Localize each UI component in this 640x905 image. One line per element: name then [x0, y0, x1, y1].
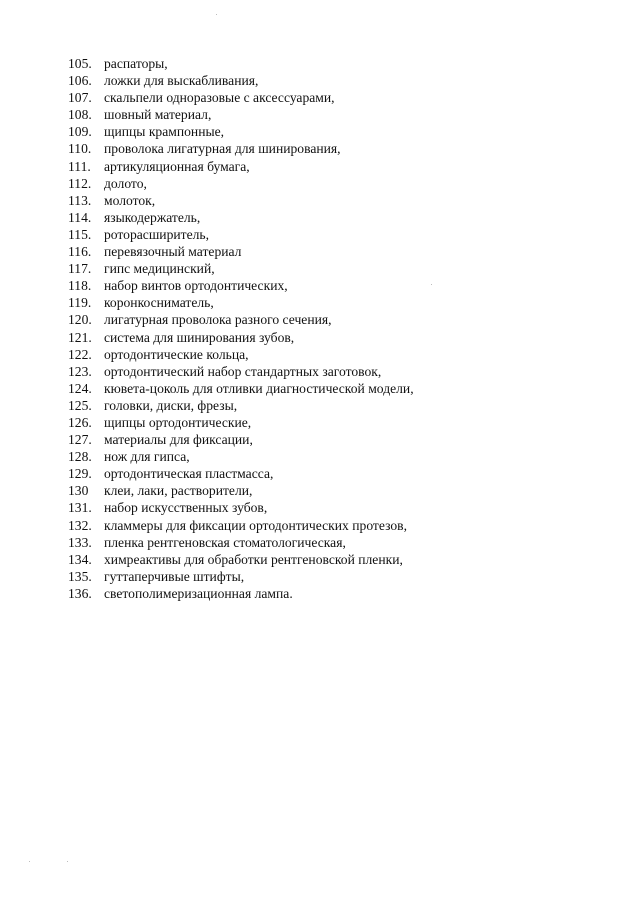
item-number: 129. [68, 466, 92, 482]
list-item [68, 448, 414, 465]
item-number: 106. [68, 73, 92, 89]
list-item [68, 209, 414, 226]
item-number: 112. [68, 175, 92, 191]
item-text: щипцы крампонные, [104, 124, 225, 140]
item-text: гуттаперчивые штифты, [104, 568, 245, 584]
list-item [68, 72, 414, 89]
item-number: 107. [68, 90, 92, 106]
item-number: 125. [68, 397, 92, 413]
item-text: ортодонтический набор стандартных заготовок, [104, 363, 382, 379]
item-number: 120. [68, 312, 92, 328]
item-number: 135. [68, 568, 92, 584]
item-text: головки, диски, фрезы, [104, 397, 238, 413]
item-text: распаторы, [104, 56, 168, 71]
item-number: 123. [68, 363, 92, 379]
list-item [68, 363, 414, 380]
list-item [68, 517, 414, 534]
list-item [68, 106, 414, 123]
scan-speck [67, 861, 68, 862]
list-item [68, 55, 414, 72]
item-text: клеи, лаки, растворители, [104, 483, 253, 499]
list-item [68, 499, 414, 516]
list-item [68, 175, 414, 192]
list-item [68, 311, 414, 328]
item-text: ортодонтические кольца, [104, 346, 249, 362]
list-item [68, 551, 414, 568]
item-number: 136. [68, 585, 92, 601]
item-text: система для шинирования зубов, [104, 329, 295, 345]
list-item [68, 568, 414, 585]
item-text: ортодонтическая пластмасса, [104, 466, 274, 482]
item-number: 132. [68, 517, 92, 533]
list-item [68, 226, 414, 243]
list-item [68, 192, 414, 209]
item-number: 111. [68, 158, 91, 174]
item-text: кювета-цоколь для отливки диагностической модели, [104, 380, 414, 396]
item-text: набор искусственных зубов, [104, 500, 268, 516]
item-number: 133. [68, 534, 92, 550]
item-text: шовный материал, [104, 107, 212, 123]
item-text: химреактивы для обработки рентгеновской пленки, [104, 551, 403, 567]
item-text: роторасширитель, [104, 226, 210, 242]
item-text: нож для гипса, [104, 449, 190, 465]
item-text: гипс медицинский, [104, 261, 215, 277]
item-number: 117. [68, 261, 92, 277]
list-item [68, 346, 414, 363]
list-item [68, 243, 414, 260]
item-text: молоток, [104, 192, 156, 208]
item-number: 115. [68, 226, 92, 242]
item-text: проволока лигатурная для шинирования, [104, 141, 341, 157]
item-text: долото, [104, 175, 147, 191]
scan-speck [29, 861, 30, 862]
item-text: светополимеризационная лампа. [104, 585, 293, 601]
item-text: кламмеры для фиксации ортодонтических протезов, [104, 517, 407, 533]
equipment-list [68, 55, 414, 602]
list-item [68, 123, 414, 140]
item-number: 118. [68, 278, 92, 294]
item-number: 119. [68, 295, 92, 311]
item-text: материалы для фиксации, [104, 432, 253, 448]
item-number: 113. [68, 192, 92, 208]
list-item [68, 482, 414, 499]
item-text: щипцы ортодонтические, [104, 414, 252, 430]
list-item [68, 431, 414, 448]
item-text: пленка рентгеновская стоматологическая, [104, 534, 346, 550]
list-item [68, 158, 414, 175]
item-number: 130 [68, 483, 89, 499]
list-item [68, 465, 414, 482]
list-item [68, 260, 414, 277]
list-item [68, 380, 414, 397]
scan-speck [431, 284, 432, 285]
item-number: 122. [68, 346, 92, 362]
item-text: набор винтов ортодонтических, [104, 278, 288, 294]
list-item [68, 277, 414, 294]
item-number: 134. [68, 551, 92, 567]
item-number: 109. [68, 124, 92, 140]
list-item [68, 89, 414, 106]
list-item [68, 397, 414, 414]
item-text: ложки для выскабливания, [104, 73, 259, 89]
list-item [68, 329, 414, 346]
item-number: 105. [68, 56, 92, 71]
item-number: 124. [68, 380, 92, 396]
item-text: лигатурная проволока разного сечения, [104, 312, 332, 328]
scan-speck [216, 14, 217, 15]
list-item [68, 414, 414, 431]
item-text: коронкосниматель, [104, 295, 214, 311]
item-number: 116. [68, 244, 92, 260]
item-number: 128. [68, 449, 92, 465]
item-number: 108. [68, 107, 92, 123]
list-item [68, 140, 414, 157]
item-text: скальпели одноразовые с аксессуарами, [104, 90, 335, 106]
item-number: 114. [68, 209, 92, 225]
item-number: 131. [68, 500, 92, 516]
item-number: 127. [68, 432, 92, 448]
item-number: 110. [68, 141, 92, 157]
item-text: перевязочный материал [104, 244, 242, 260]
list-item [68, 534, 414, 551]
item-number: 121. [68, 329, 92, 345]
item-number: 126. [68, 414, 92, 430]
item-text: языкодержатель, [104, 209, 201, 225]
item-text: артикуляционная бумага, [104, 158, 250, 174]
list-item [68, 585, 414, 602]
list-item [68, 294, 414, 311]
